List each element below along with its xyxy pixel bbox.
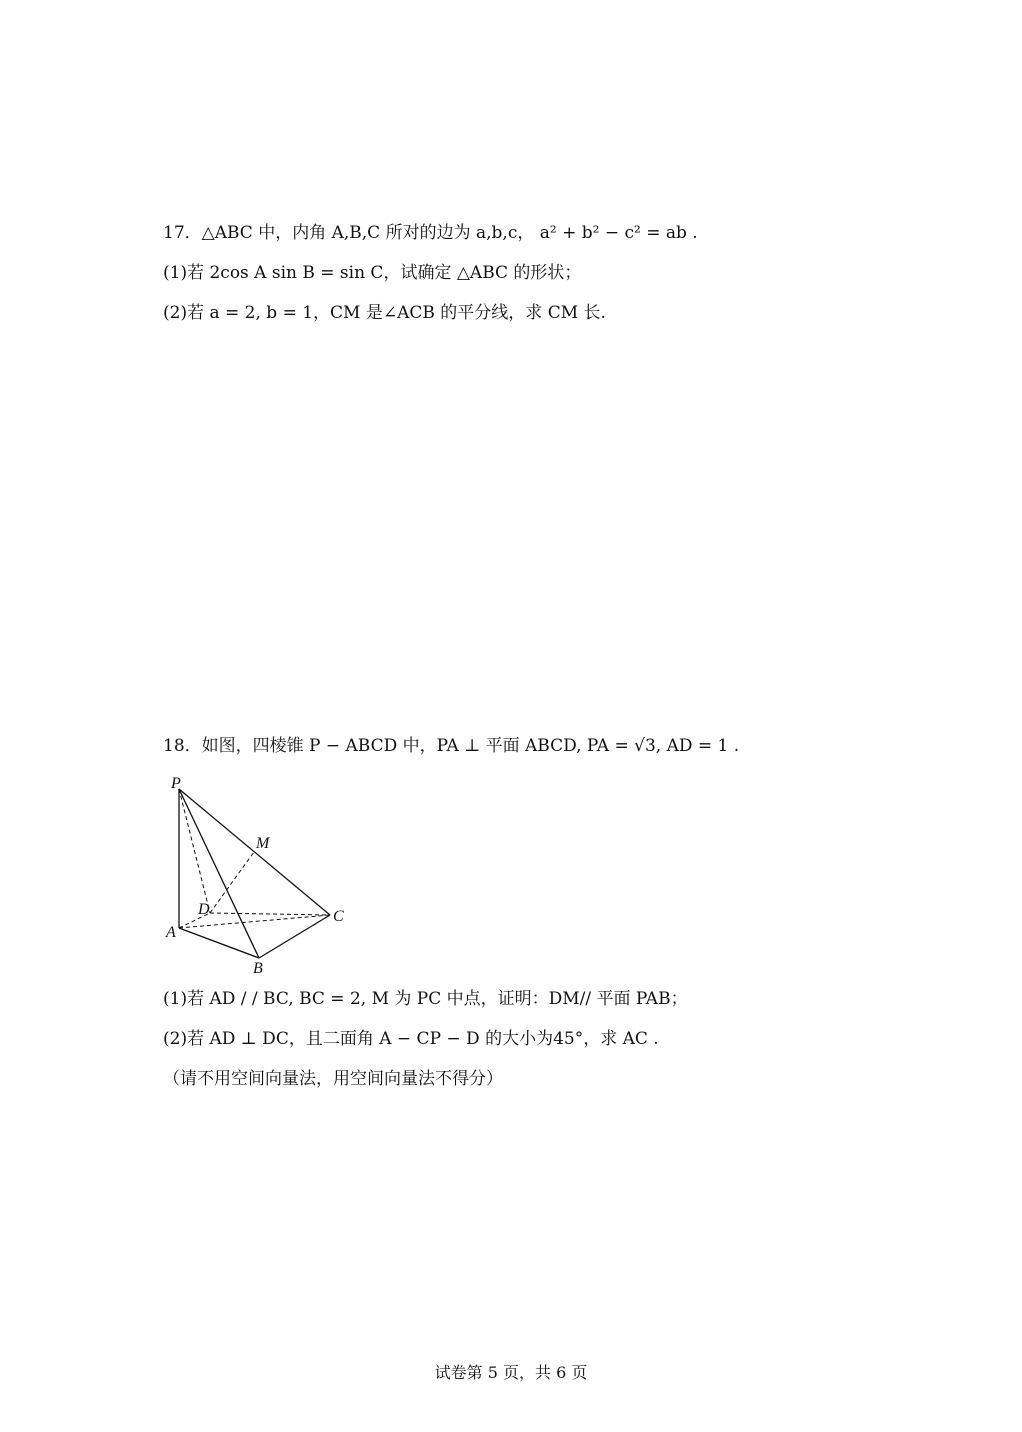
label-M: M [256, 835, 270, 852]
label-C: C [333, 908, 344, 925]
question-17-stem: 17．△ABC 中，内角 A,B,C 所对的边为 a,b,c， a² + b² − c² = ab . [163, 223, 698, 243]
question-18-part-1: (1)若 AD / / BC, BC = 2, M 为 PC 中点，证明：DM// 平面 PAB； [163, 989, 688, 1009]
edge-PC [179, 789, 330, 915]
segment-DM [210, 852, 254, 913]
edge-PD [179, 789, 210, 913]
page-footer: 试卷第 5 页，共 6 页 [434, 1363, 588, 1382]
edge-BC [259, 915, 330, 958]
label-B: B [253, 960, 263, 977]
label-A: A [166, 924, 176, 941]
question-17-part-2: (2)若 a = 2, b = 1，CM 是∠ACB 的平分线，求 CM 长. [163, 303, 606, 323]
question-18-part-2: (2)若 AD ⊥ DC，且二面角 A − CP − D 的大小为45°，求 AC . [163, 1029, 659, 1049]
pyramid-figure [160, 770, 360, 980]
label-P: P [171, 775, 181, 792]
question-18-stem: 18．如图，四棱锥 P − ABCD 中，PA ⊥ 平面 ABCD, PA = √3, AD = 1 . [163, 736, 740, 756]
question-18-note: （请不用空间向量法，用空间向量法不得分） [163, 1069, 503, 1089]
question-17-part-1: (1)若 2cos A sin B = sin C，试确定 △ABC 的形状； [163, 263, 582, 283]
label-D: D [198, 901, 210, 918]
edge-DC [210, 913, 330, 915]
